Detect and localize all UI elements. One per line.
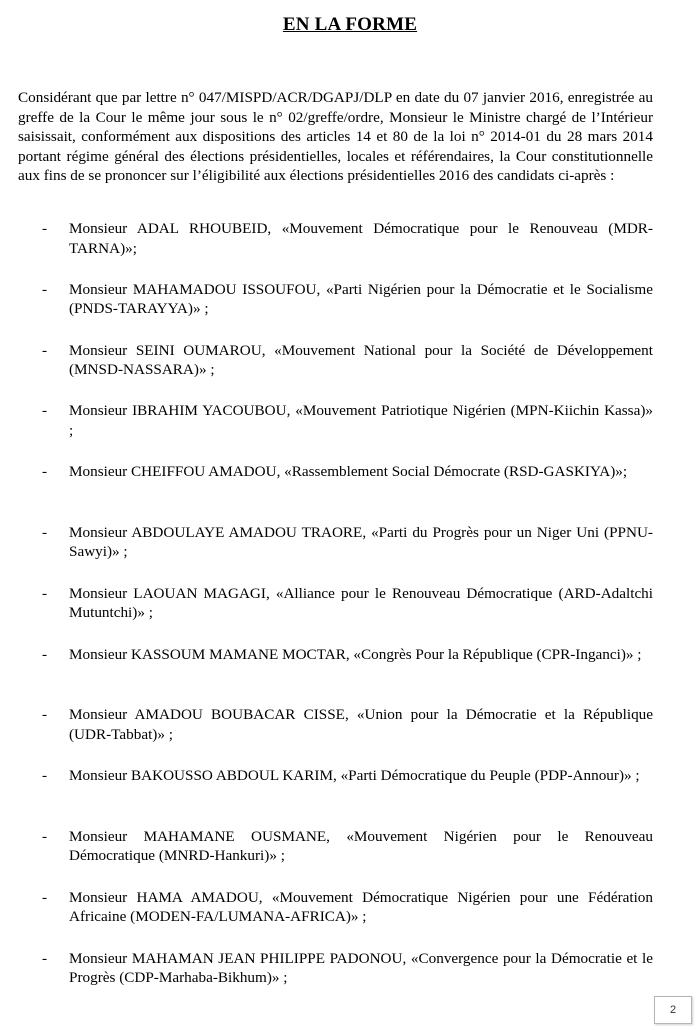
candidate-entry: Monsieur CHEIFFOU AMADOU, «Rassemblement Social Démocrate (RSD-GASKIYA)»;	[69, 463, 628, 481]
list-item	[0, 280, 700, 341]
intro-paragraph: Considérant que par lettre n° 047/MISPD/ACR/DGAPJ/DLP en date du 07 janvier 2016, enregistrée au greffe de la Cour le même jour sous le n° 02/greffe/ordre, Monsieur le Ministre chargé de l’Intérieur saisissait, conformément aux dispositions des articles 14 et 80 de la loi n° 2014-01 du 28 mars 2014 portant régime général des élections présidentielles, locales et référendaires, la Cour constitutionnelle aux fins de se prononcer sur l’éligibilité aux élections présidentielles 2016 des candidats ci-après :	[18, 89, 653, 184]
section-heading: EN LA FORME	[282, 14, 418, 35]
list-item	[0, 705, 700, 766]
candidate-entry: Monsieur IBRAHIM YACOUBOU, «Mouvement Patriotique Nigérien (MPN-Kiichin Kassa)» ;	[69, 402, 653, 439]
list-item	[0, 219, 700, 280]
page-number: 2	[654, 996, 692, 1024]
candidate-entry: Monsieur BAKOUSSO ABDOUL KARIM, «Parti Démocratique du Peuple (PDP-Annour)» ;	[69, 767, 640, 785]
list-dash: -	[42, 706, 48, 724]
candidate-list	[0, 219, 700, 1009]
list-dash: -	[42, 645, 48, 663]
candidate-entry: Monsieur AMADOU BOUBACAR CISSE, «Union pour la Démocratie et la République (UDR-Tabbat)» ;	[69, 706, 653, 743]
candidate-entry: Monsieur KASSOUM MAMANE MOCTAR, «Congrès Pour la République (CPR-Inganci)» ;	[69, 645, 642, 663]
list-dash: -	[42, 949, 48, 967]
candidate-entry: Monsieur MAHAMAN JEAN PHILIPPE PADONOU, «Convergence pour la Démocratie et le Progrès (CDP-Marhaba-Bikhum)» ;	[69, 949, 653, 987]
list-item	[0, 766, 700, 827]
list-dash: -	[42, 341, 48, 359]
list-item	[0, 645, 700, 706]
candidate-entry: Monsieur ABDOULAYE AMADOU TRAORE, «Parti du Progrès pour un Niger Uni (PPNU-Sawyi)» ;	[69, 523, 653, 561]
candidate-entry: Monsieur MAHAMANE OUSMANE, «Mouvement Nigérien pour le Renouveau Démocratique (MNRD-Hankuri)» ;	[69, 827, 653, 865]
list-item	[0, 888, 700, 949]
list-dash: -	[42, 523, 48, 541]
list-dash: -	[42, 584, 48, 602]
list-dash: -	[42, 463, 48, 481]
candidate-entry: Monsieur SEINI OUMAROU, «Mouvement National pour la Société de Développement (MNSD-NASSARA)» ;	[69, 341, 653, 379]
candidate-entry: Monsieur LAOUAN MAGAGI, «Alliance pour le Renouveau Démocratique (ARD-Adaltchi Mutuntchi)» ;	[69, 584, 653, 622]
list-dash: -	[42, 888, 48, 906]
list-dash: -	[42, 220, 48, 237]
list-item	[0, 523, 700, 584]
list-item	[0, 341, 700, 402]
list-item	[0, 401, 700, 462]
candidate-entry: Monsieur MAHAMADOU ISSOUFOU, «Parti Nigérien pour la Démocratie et le Socialisme (PNDS-TARAYYA)» ;	[69, 280, 653, 318]
list-item	[0, 584, 700, 645]
list-dash: -	[42, 402, 48, 420]
list-item	[0, 949, 700, 1010]
candidate-entry: Monsieur ADAL RHOUBEID, «Mouvement Démocratique pour le Renouveau (MDR-TARNA)»;	[69, 220, 653, 257]
list-item	[0, 827, 700, 888]
list-dash: -	[42, 280, 48, 298]
candidate-entry: Monsieur HAMA AMADOU, «Mouvement Démocratique Nigérien pour une Fédération Africaine (MODEN-FA/LUMANA-AFRICA)» ;	[69, 888, 653, 926]
list-dash: -	[42, 827, 48, 845]
list-dash: -	[42, 767, 48, 785]
list-item	[0, 462, 700, 523]
